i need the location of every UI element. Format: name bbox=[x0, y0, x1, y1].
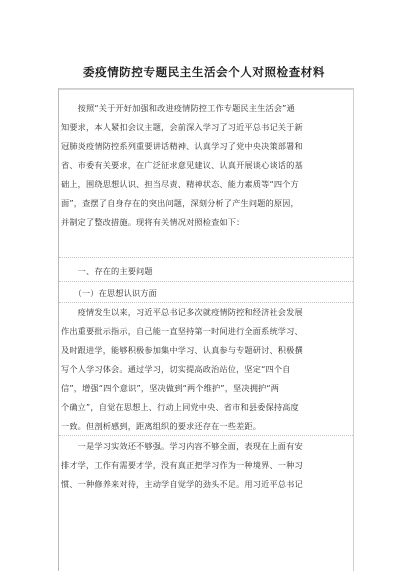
paragraph-line: 疫情发生以来，习近平总书记多次就疫情防控和经济社会发展 bbox=[61, 307, 303, 317]
table-rule bbox=[59, 257, 353, 258]
table-rule bbox=[59, 281, 353, 282]
section-heading: 一、存在的主要问题 bbox=[61, 266, 153, 276]
paragraph-line: 省、市委有关要求，在广泛征求意见建议、认真开展谈心谈话的基 bbox=[61, 160, 303, 170]
subsection-heading: （一）在思想认识方面 bbox=[61, 288, 157, 298]
document-body bbox=[58, 88, 354, 571]
table-rule bbox=[59, 435, 353, 436]
document-title: 委疫情防控专题民主生活会个人对照检查材料 bbox=[83, 65, 325, 79]
paragraph-line: 知要求，本人紧扣会议主题，会前深入学习了习近平总书记关于新 bbox=[61, 122, 303, 132]
paragraph-line: 按照“关于开好加强和改进疫情防控工作专题民主生活会”通 bbox=[61, 103, 295, 113]
paragraph-line: 冠肺炎疫情防控系列重要讲话精神、认真学习了党中央决策部署和 bbox=[61, 141, 303, 151]
paragraph-line: 面”，查摆了自身存在的突出问题，深刻分析了产生问题的原因， bbox=[61, 198, 299, 208]
table-rule bbox=[59, 89, 353, 90]
paragraph-line: 础上，围绕思想认识、担当尽责、精神状态、能力素质等“四个方 bbox=[61, 179, 299, 189]
paragraph-line: 排才学，工作有需要才学，没有真正把学习作为一种境界、一种习 bbox=[61, 460, 303, 470]
paragraph-line: 惯、一种修养来对待，主动学自觉学的劲头不足。用习近平总书记 bbox=[61, 479, 303, 489]
paragraph-line: 并制定了整改措施。现将有关情况对照检查如下： bbox=[61, 217, 245, 227]
paragraph-line: 个确立”，自觉在思想上、行动上同党中央、省市和县委保持高度 bbox=[61, 402, 299, 412]
paragraph-line: 作出重要批示指示，自己能一直坚持第一时间进行全面系统学习、 bbox=[61, 326, 303, 336]
paragraph-line: 一是学习实效还不够强。学习内容不够全面，表现在上面有安 bbox=[61, 441, 303, 451]
paragraph-line: 及时跟进学，能够积极参加集中学习、认真参与专题研讨、积极撰 bbox=[61, 345, 303, 355]
paragraph-line: 信”，增强“四个意识”，坚决做到“两个维护”，坚决拥护“两 bbox=[61, 383, 280, 393]
paragraph-line: 一致。但剖析感到，距离组织的要求还存在一些差距。 bbox=[61, 421, 262, 431]
paragraph-line: 写个人学习体会。通过学习，切实提高政治站位，坚定“四个自 bbox=[61, 364, 291, 374]
